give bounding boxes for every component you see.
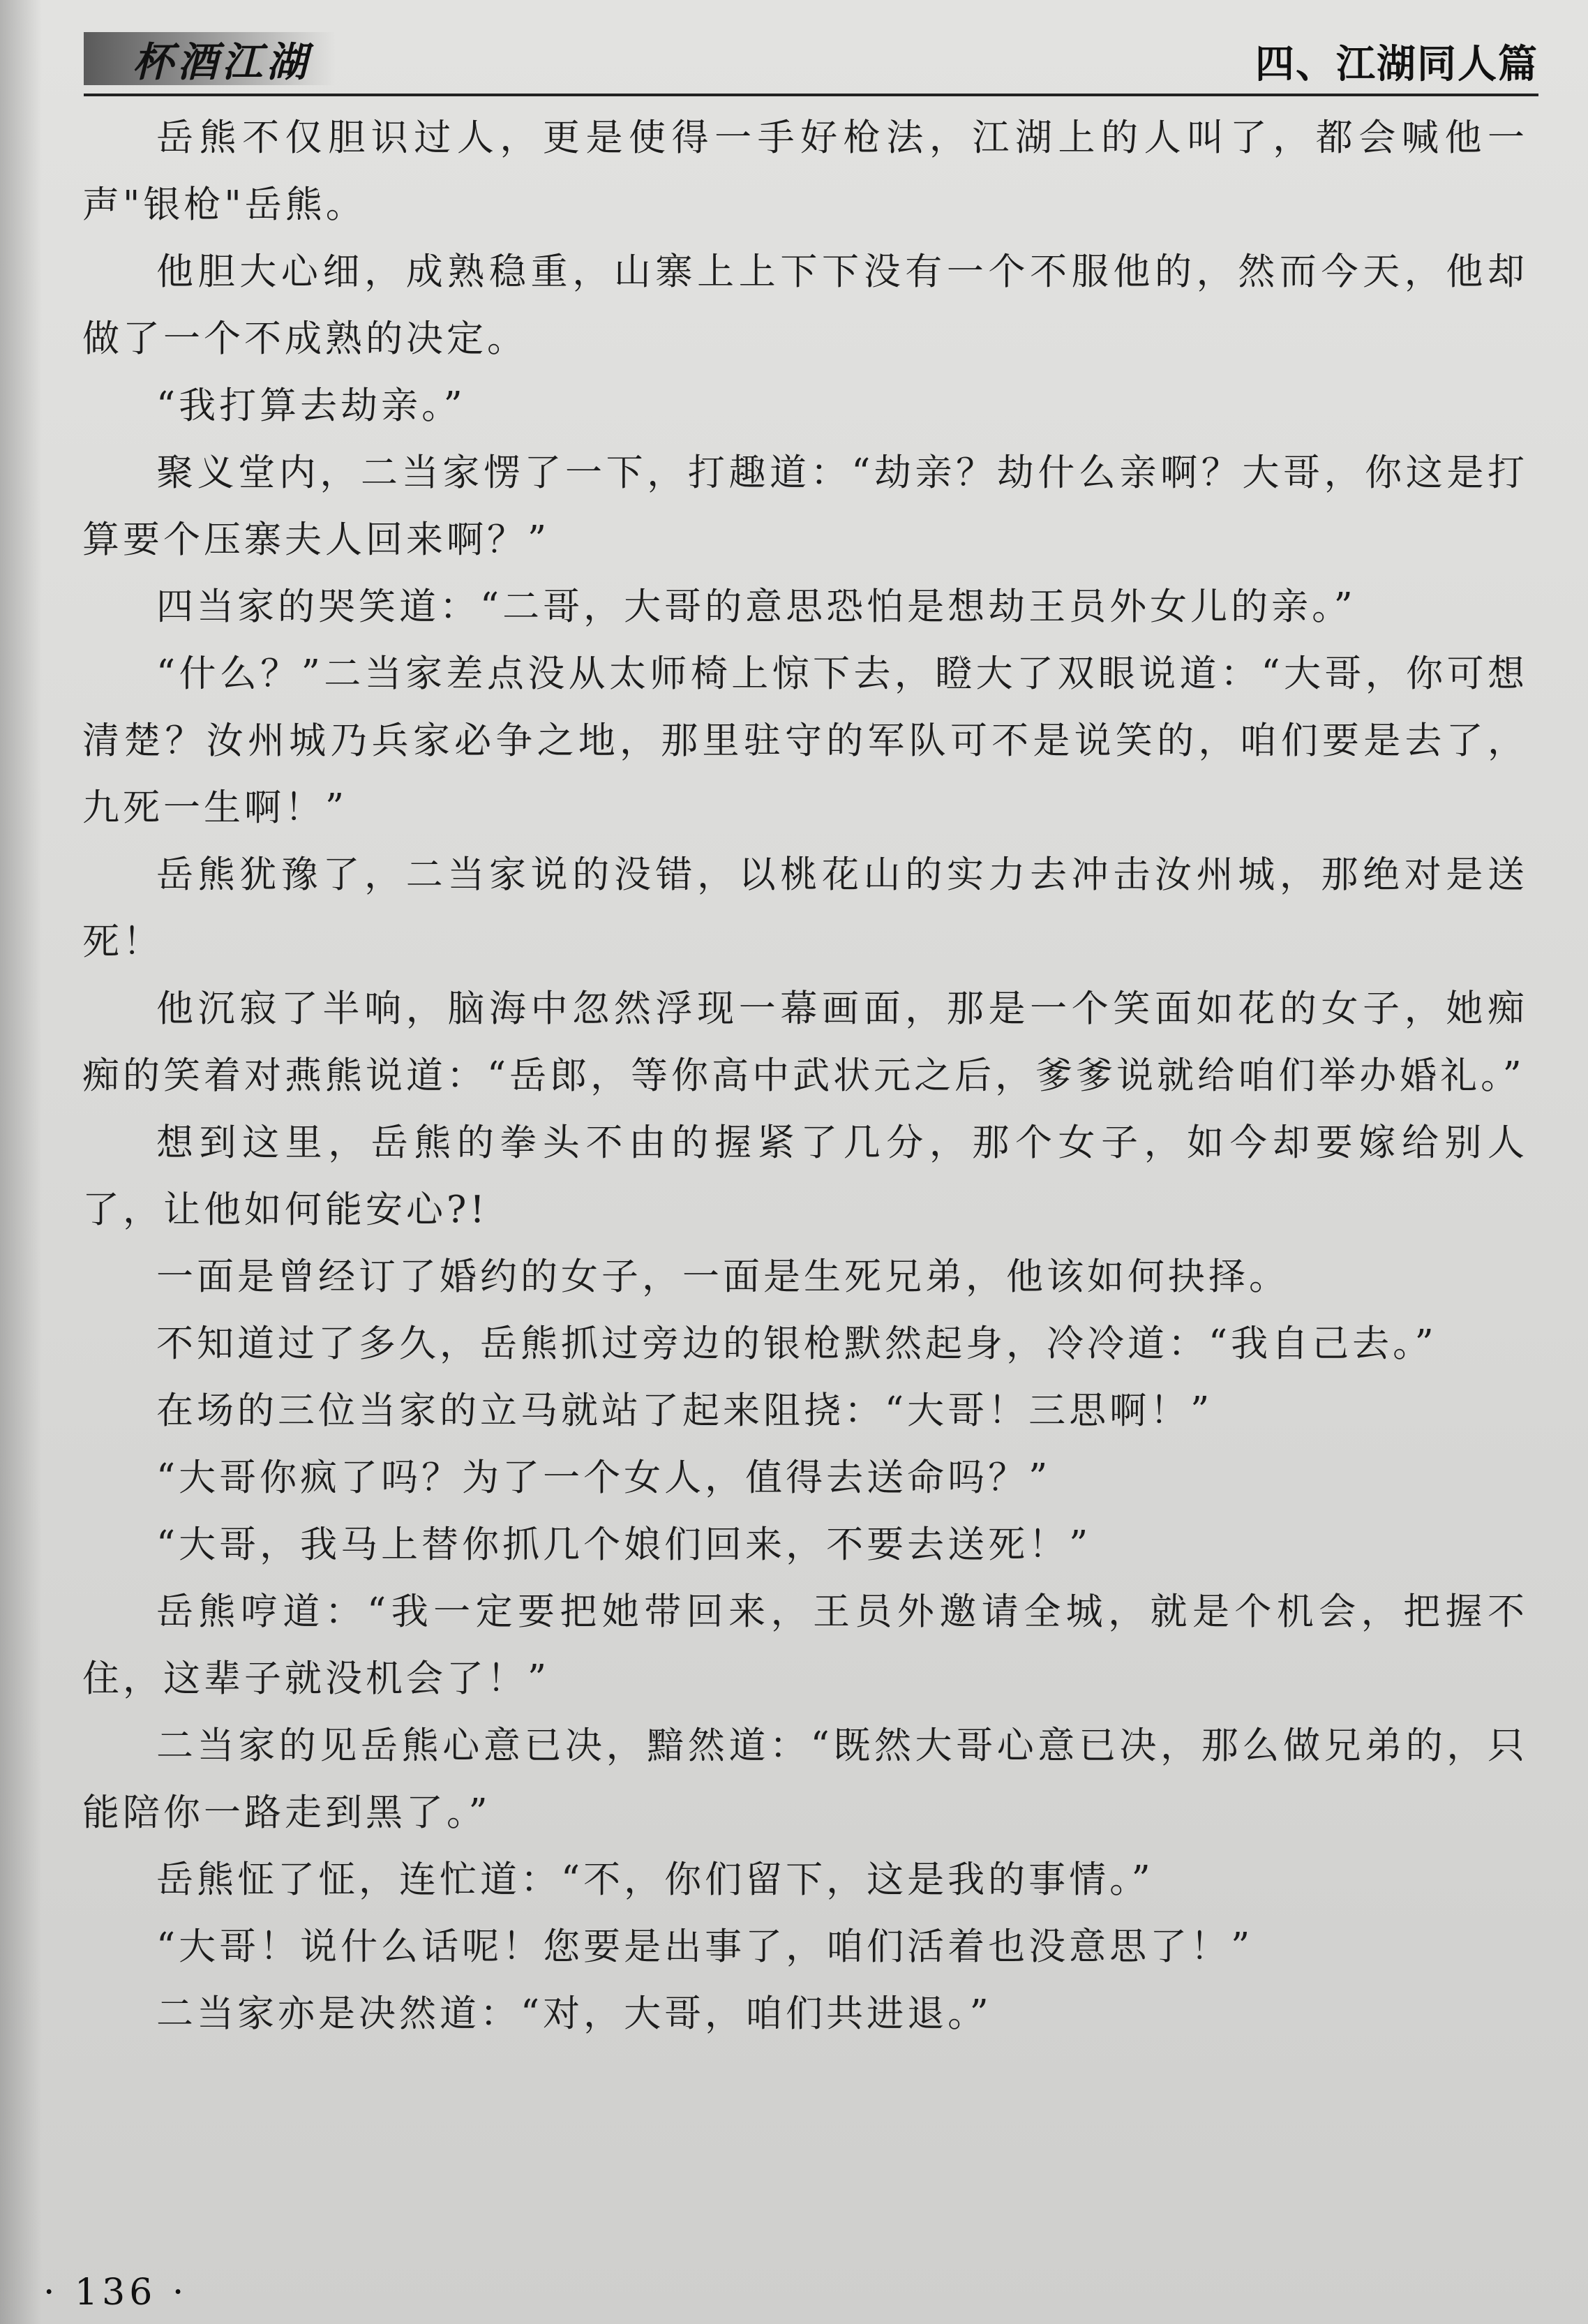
paragraph: 一面是曾经订了婚约的女子，一面是生死兄弟，他该如何抉择。 (156, 1256, 1289, 1298)
paragraph: “大哥，我马上替你抓几个娘们回来，不要去送死！” (156, 1524, 1092, 1566)
paragraph: “我打算去劫亲。” (156, 385, 466, 427)
paragraph: 二当家的见岳熊心意已决，黯然道：“既然大哥心意已决，那么做兄弟的，只能陪你一路走到黑了。” (82, 1725, 1528, 1834)
header-rule (84, 94, 1538, 96)
paragraph: “大哥你疯了吗？为了一个女人，值得去送命吗？” (156, 1457, 1051, 1499)
paragraph: 不知道过了多久，岳熊抓过旁边的银枪默然起身，冷冷道：“我自己去。” (156, 1323, 1437, 1365)
running-header (84, 27, 1538, 96)
paragraph: 二当家亦是决然道：“对，大哥，咱们共进退。” (156, 1992, 992, 2035)
page-number: · 136 · (43, 2272, 188, 2314)
paragraph: 聚义堂内，二当家愣了一下，打趣道：“劫亲？劫什么亲啊？大哥，你这是打算要个压寨夫人回来啊？” (82, 452, 1528, 561)
binding-shadow (0, 0, 42, 2324)
paragraph: “什么？”二当家差点没从太师椅上惊下去，瞪大了双眼说道：“大哥，你可想清楚？汝州城乃兵家必争之地，那里驻守的军队可不是说笑的，咱们要是去了，九死一生啊！” (82, 653, 1528, 829)
chapter-title: 四、江湖同人篇 (1255, 41, 1538, 87)
paragraph: “大哥！说什么话呢！您要是出事了，咱们活着也没意思了！” (156, 1926, 1254, 1968)
body-text (82, 105, 1528, 2048)
paragraph: 岳熊不仅胆识过人，更是使得一手好枪法，江湖上的人叫了，都会喊他一声"银枪"岳熊。 (82, 117, 1528, 226)
paragraph: 他胆大心细，成熟稳重，山寨上上下下没有一个不服他的，然而今天，他却做了一个不成熟的决定。 (82, 251, 1528, 360)
paragraph: 岳熊哼道：“我一定要把她带回来，王员外邀请全城，就是个机会，把握不住，这辈子就没机会了！” (82, 1591, 1528, 1700)
paragraph: 岳熊犹豫了，二当家说的没错，以桃花山的实力去冲击汝州城，那绝对是送死！ (82, 854, 1528, 963)
paragraph: 岳熊怔了怔，连忙道：“不，你们留下，这是我的事情。” (156, 1859, 1154, 1901)
book-title: 杯酒江湖 (84, 32, 335, 85)
paragraph: 想到这里，岳熊的拳头不由的握紧了几分，那个女子，如今却要嫁给别人了，让他如何能安心?! (82, 1122, 1528, 1231)
paragraph: 他沉寂了半响，脑海中忽然浮现一幕画面，那是一个笑面如花的女子，她痴痴的笑着对燕熊说道：“岳郎，等你高中武状元之后，爹爹说就给咱们举办婚礼。” (82, 988, 1528, 1097)
paragraph: 在场的三位当家的立马就站了起来阻挠：“大哥！三思啊！” (156, 1390, 1213, 1432)
paragraph: 四当家的哭笑道：“二哥，大哥的意思恐怕是想劫王员外女儿的亲。” (156, 586, 1356, 628)
